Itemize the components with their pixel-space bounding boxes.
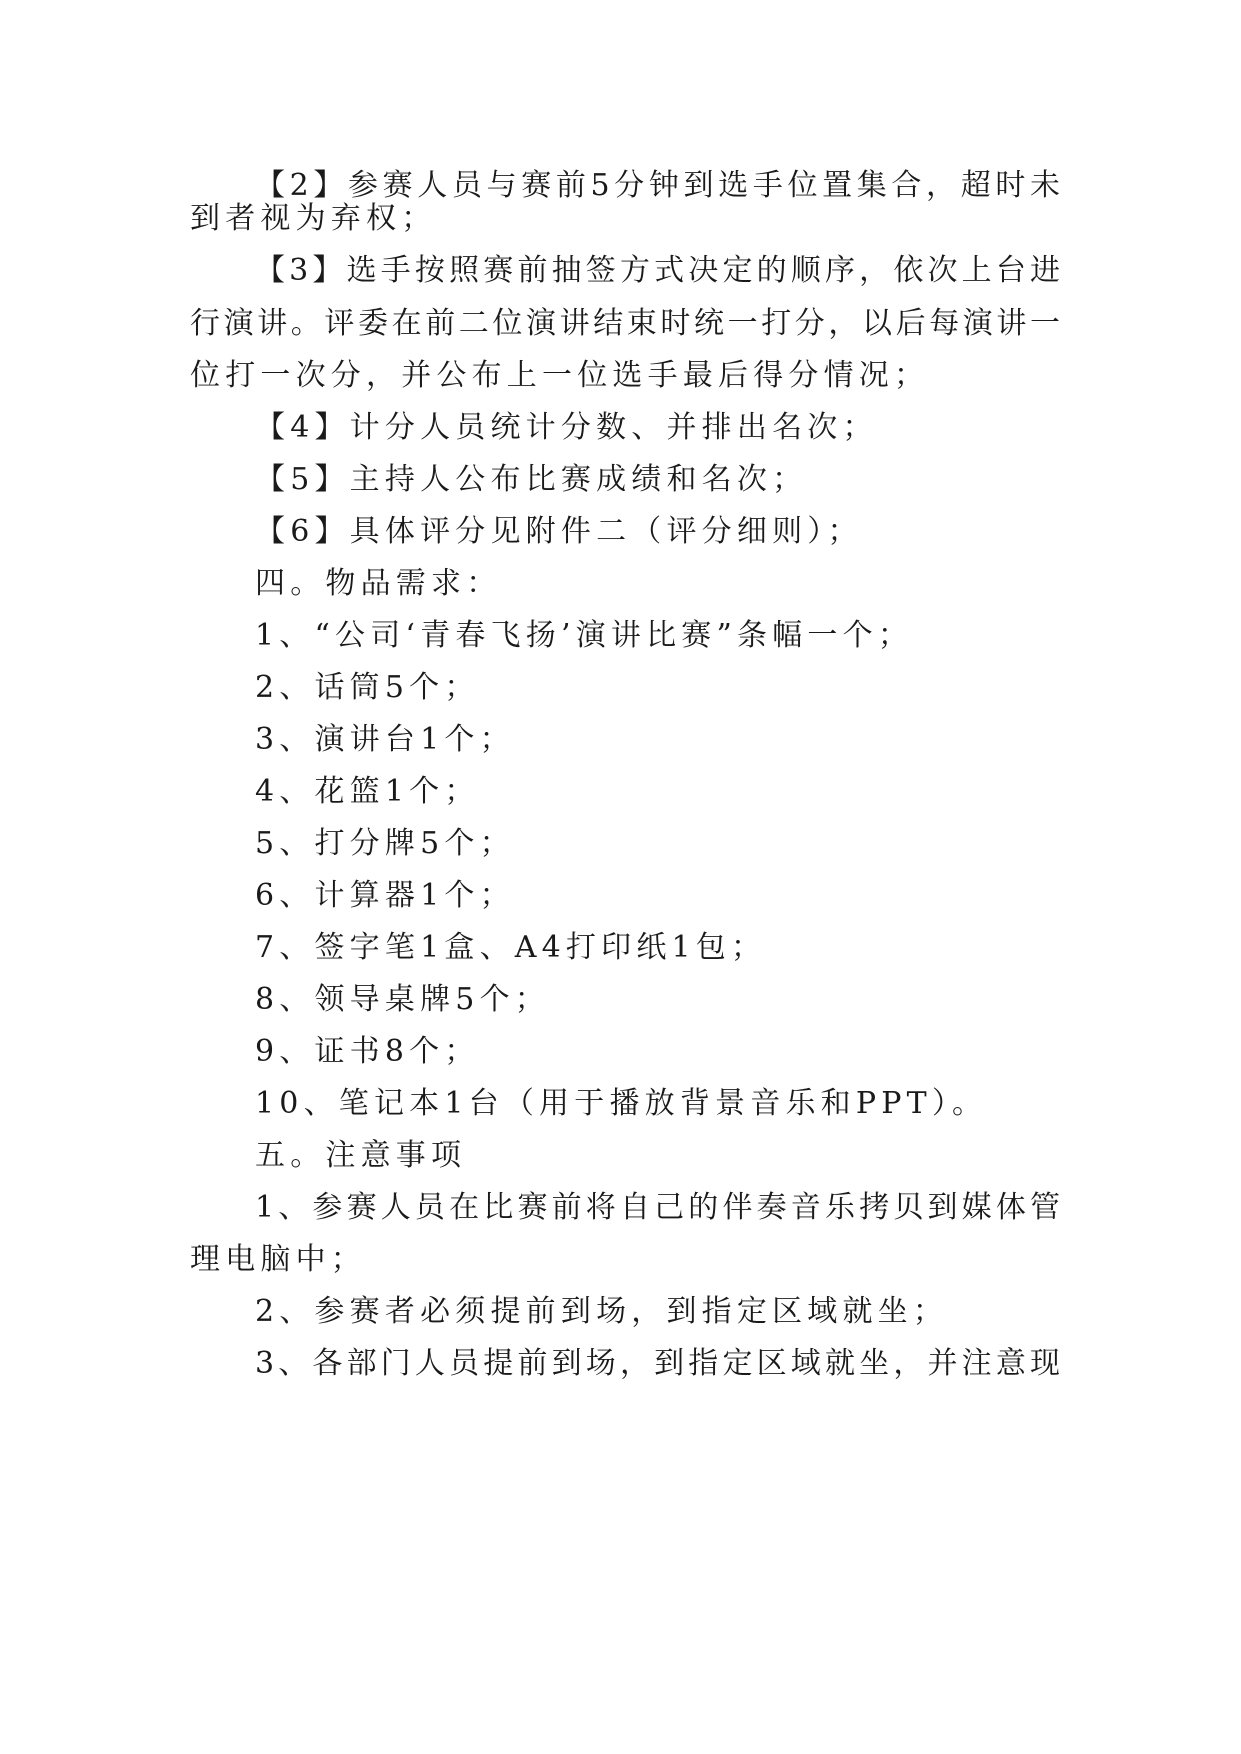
section-heading: 四。物品需求： <box>255 566 502 601</box>
list-item: 2、参赛者必须提前到场，到指定区域就坐； <box>255 1294 949 1329</box>
list-item: 8、领导桌牌5个； <box>255 982 550 1017</box>
text-line: 行演讲。评委在前二位演讲结束时统一打分，以后每演讲一 <box>190 306 1060 341</box>
text-line: 【3】选手按照赛前抽签方式决定的顺序，依次上台进 <box>255 253 1060 288</box>
list-item: 10、笔记本1台（用于播放背景音乐和PPT）。 <box>255 1086 988 1121</box>
text-line: 位打一次分，并公布上一位选手最后得分情况； <box>190 358 930 393</box>
list-item: 7、签字笔1盒、A4打印纸1包； <box>255 930 767 965</box>
list-item: 3、演讲台1个； <box>255 722 515 757</box>
list-item: 5、打分牌5个； <box>255 826 515 861</box>
section-heading: 五。注意事项 <box>255 1138 467 1173</box>
text-line: 【6】具体评分见附件二（评分细则）； <box>255 514 863 549</box>
list-item: 9、证书8个； <box>255 1034 480 1069</box>
list-item: 6、计算器1个； <box>255 878 515 913</box>
text-line: 【5】主持人公布比赛成绩和名次； <box>255 462 808 497</box>
text-line: 【4】计分人员统计分数、并排出名次； <box>255 410 878 445</box>
list-item: 1、参赛人员在比赛前将自己的伴奏音乐拷贝到媒体管 <box>255 1190 1060 1225</box>
list-item: 4、花篮1个； <box>255 774 480 809</box>
list-item: 1、“公司‘青春飞扬’演讲比赛”条幅一个； <box>255 618 914 653</box>
text-line: 到者视为弃权； <box>190 201 437 236</box>
text-line: 【2】参赛人员与赛前5分钟到选手位置集合，超时未 <box>255 168 1060 203</box>
list-item: 3、各部门人员提前到场，到指定区域就坐，并注意现 <box>255 1346 1060 1381</box>
list-item: 2、话筒5个； <box>255 670 480 705</box>
list-item: 理电脑中； <box>190 1242 366 1277</box>
